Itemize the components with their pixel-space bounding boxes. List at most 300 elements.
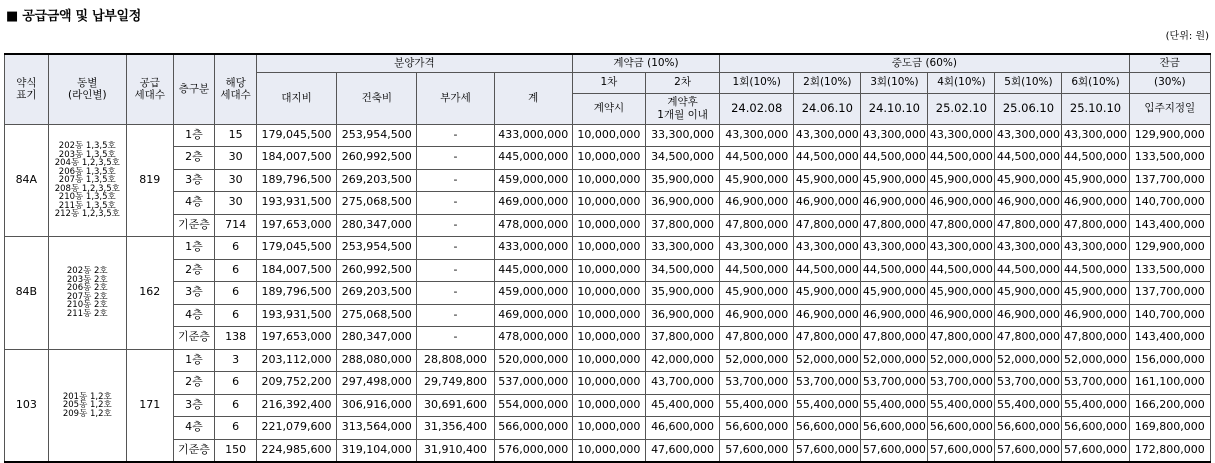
table-cell: 1층 bbox=[173, 237, 215, 260]
header-price: 분양가격 bbox=[256, 54, 572, 72]
dong-cell bbox=[48, 124, 126, 237]
table-cell: 6 bbox=[215, 259, 257, 282]
table-row bbox=[5, 349, 1211, 372]
table-cell: 253,954,500 bbox=[337, 237, 417, 260]
table-cell: 46,900,000 bbox=[720, 192, 794, 215]
header-c2: 2차 bbox=[645, 72, 719, 93]
table-cell: 57,600,000 bbox=[1062, 439, 1129, 462]
table-cell: 52,000,000 bbox=[861, 349, 928, 372]
table-cell: 216,392,400 bbox=[256, 394, 336, 417]
table-cell: 189,796,500 bbox=[256, 282, 336, 305]
table-cell: 138 bbox=[215, 327, 257, 350]
header-building: 건축비 bbox=[337, 72, 417, 124]
table-cell: 10,000,000 bbox=[572, 124, 645, 147]
supply-cell: 162 bbox=[126, 237, 173, 350]
table-cell: 10,000,000 bbox=[572, 372, 645, 395]
table-cell: 57,600,000 bbox=[861, 439, 928, 462]
table-cell: 469,000,000 bbox=[494, 192, 572, 215]
table-cell: 445,000,000 bbox=[494, 147, 572, 170]
table-cell: 433,000,000 bbox=[494, 124, 572, 147]
type-cell: 103 bbox=[5, 349, 49, 462]
table-cell: 45,900,000 bbox=[861, 169, 928, 192]
dong-line: 211동 1,3,5호 bbox=[58, 200, 116, 211]
table-cell: 34,500,000 bbox=[645, 259, 719, 282]
table-cell: 4층 bbox=[173, 417, 215, 440]
table-cell: 52,000,000 bbox=[794, 349, 861, 372]
table-cell: 10,000,000 bbox=[572, 147, 645, 170]
table-cell: 47,800,000 bbox=[995, 327, 1062, 350]
table-cell: 169,800,000 bbox=[1129, 417, 1210, 440]
table-cell: 4층 bbox=[173, 192, 215, 215]
table-cell: 44,500,000 bbox=[995, 259, 1062, 282]
table-cell: 6 bbox=[215, 237, 257, 260]
table-row bbox=[5, 394, 1211, 417]
table-cell: 133,500,000 bbox=[1129, 147, 1210, 170]
table-cell: 193,931,500 bbox=[256, 192, 336, 215]
table-cell: 306,916,000 bbox=[337, 394, 417, 417]
table-cell: 43,300,000 bbox=[1062, 237, 1129, 260]
table-cell: 288,080,000 bbox=[337, 349, 417, 372]
table-cell: 44,500,000 bbox=[720, 259, 794, 282]
table-cell: 기준층 bbox=[173, 327, 215, 350]
header-m3: 3회(10%) bbox=[861, 72, 928, 93]
dong-line: 211동 2호 bbox=[66, 308, 108, 319]
supply-cell: 819 bbox=[126, 124, 173, 237]
table-cell: 10,000,000 bbox=[572, 259, 645, 282]
table-cell: 10,000,000 bbox=[572, 417, 645, 440]
dong-line: 207동 1,3,5호 bbox=[58, 175, 116, 185]
dong-cell bbox=[48, 349, 126, 462]
header-type: 약식 표기 bbox=[5, 54, 49, 124]
table-cell: 47,800,000 bbox=[995, 214, 1062, 237]
table-cell: 184,007,500 bbox=[256, 147, 336, 170]
table-row bbox=[5, 192, 1211, 215]
dong-line: 204동 1,2,3,5호 bbox=[54, 158, 120, 168]
price-schedule-table bbox=[4, 53, 1211, 463]
table-cell: 45,400,000 bbox=[645, 394, 719, 417]
table-cell: 43,300,000 bbox=[928, 124, 995, 147]
table-cell: 47,800,000 bbox=[861, 214, 928, 237]
table-cell: 10,000,000 bbox=[572, 282, 645, 305]
table-cell: 55,400,000 bbox=[720, 394, 794, 417]
header-total: 계 bbox=[494, 72, 572, 124]
table-body bbox=[5, 124, 1211, 462]
table-cell: - bbox=[417, 169, 494, 192]
table-cell: 3 bbox=[215, 349, 257, 372]
dong-line: 205동 1,2호 bbox=[62, 400, 112, 410]
header-m4-date: 25.02.10 bbox=[928, 93, 995, 124]
table-cell: 45,900,000 bbox=[720, 169, 794, 192]
header-supply: 공급 세대수 bbox=[126, 54, 173, 124]
dong-line: 212동 1,2,3,5호 bbox=[54, 209, 120, 219]
table-cell: 36,900,000 bbox=[645, 304, 719, 327]
header-m6: 6회(10%) bbox=[1062, 72, 1129, 93]
table-cell: 10,000,000 bbox=[572, 237, 645, 260]
table-cell: 52,000,000 bbox=[928, 349, 995, 372]
table-cell: 46,900,000 bbox=[995, 192, 1062, 215]
table-cell: 44,500,000 bbox=[1062, 147, 1129, 170]
dong-cell bbox=[48, 237, 126, 350]
table-cell: 47,800,000 bbox=[928, 327, 995, 350]
supply-cell: 171 bbox=[126, 349, 173, 462]
table-cell: 46,900,000 bbox=[928, 192, 995, 215]
table-cell: - bbox=[417, 147, 494, 170]
table-row bbox=[5, 372, 1211, 395]
table-cell: 297,498,000 bbox=[337, 372, 417, 395]
table-cell: 53,700,000 bbox=[1062, 372, 1129, 395]
table-cell: 45,900,000 bbox=[928, 169, 995, 192]
dong-line: 208동 1,2,3,5호 bbox=[54, 183, 120, 194]
table-cell: 445,000,000 bbox=[494, 259, 572, 282]
header-m5-date: 25.06.10 bbox=[995, 93, 1062, 124]
table-cell: 260,992,500 bbox=[337, 259, 417, 282]
table-cell: 33,300,000 bbox=[645, 124, 719, 147]
table-cell: 56,600,000 bbox=[995, 417, 1062, 440]
table-cell: 478,000,000 bbox=[494, 214, 572, 237]
table-cell: 156,000,000 bbox=[1129, 349, 1210, 372]
table-cell: 30 bbox=[215, 169, 257, 192]
table-cell: - bbox=[417, 327, 494, 350]
table-cell: 224,985,600 bbox=[256, 439, 336, 462]
table-cell: 46,900,000 bbox=[861, 192, 928, 215]
header-middle: 중도금 (60%) bbox=[720, 54, 1129, 72]
table-cell: 45,900,000 bbox=[794, 282, 861, 305]
table-cell: 44,500,000 bbox=[1062, 259, 1129, 282]
table-cell: 56,600,000 bbox=[1062, 417, 1129, 440]
table-cell: 43,300,000 bbox=[720, 124, 794, 147]
table-cell: 6 bbox=[215, 304, 257, 327]
table-cell: 43,300,000 bbox=[861, 237, 928, 260]
table-cell: 10,000,000 bbox=[572, 327, 645, 350]
table-cell: 43,300,000 bbox=[995, 124, 1062, 147]
dong-line: 202동 1,3,5호 bbox=[58, 141, 116, 151]
table-cell: 10,000,000 bbox=[572, 169, 645, 192]
table-row bbox=[5, 304, 1211, 327]
table-cell: 43,300,000 bbox=[928, 237, 995, 260]
table-cell: 56,600,000 bbox=[861, 417, 928, 440]
table-cell: 203,112,000 bbox=[256, 349, 336, 372]
table-cell: 6 bbox=[215, 394, 257, 417]
table-cell: 45,900,000 bbox=[928, 282, 995, 305]
table-cell: 53,700,000 bbox=[995, 372, 1062, 395]
table-cell: 179,045,500 bbox=[256, 237, 336, 260]
header-c2-when: 계약후 1개월 이내 bbox=[645, 93, 719, 124]
header-land: 대지비 bbox=[256, 72, 336, 124]
table-row bbox=[5, 147, 1211, 170]
table-cell: 6 bbox=[215, 372, 257, 395]
table-cell: 기준층 bbox=[173, 214, 215, 237]
header-c1: 1차 bbox=[572, 72, 645, 93]
table-cell: 253,954,500 bbox=[337, 124, 417, 147]
table-cell: 45,900,000 bbox=[794, 169, 861, 192]
table-cell: - bbox=[417, 192, 494, 215]
table-cell: - bbox=[417, 282, 494, 305]
table-cell: 47,800,000 bbox=[928, 214, 995, 237]
table-cell: 133,500,000 bbox=[1129, 259, 1210, 282]
table-cell: 47,800,000 bbox=[794, 214, 861, 237]
header-balance-when: 입주지정일 bbox=[1129, 93, 1210, 124]
table-cell: 52,000,000 bbox=[995, 349, 1062, 372]
table-cell: 44,500,000 bbox=[995, 147, 1062, 170]
table-cell: 45,900,000 bbox=[1062, 282, 1129, 305]
table-cell: 46,900,000 bbox=[995, 304, 1062, 327]
table-cell: 28,808,000 bbox=[417, 349, 494, 372]
table-cell: 46,600,000 bbox=[645, 417, 719, 440]
table-row bbox=[5, 124, 1211, 147]
table-cell: 143,400,000 bbox=[1129, 214, 1210, 237]
table-cell: 기준층 bbox=[173, 439, 215, 462]
table-cell: 433,000,000 bbox=[494, 237, 572, 260]
header-c1-when: 계약시 bbox=[572, 93, 645, 124]
table-cell: 209,752,200 bbox=[256, 372, 336, 395]
table-cell: 31,910,400 bbox=[417, 439, 494, 462]
header-floor: 층구분 bbox=[173, 54, 215, 124]
table-cell: 4층 bbox=[173, 304, 215, 327]
table-cell: 46,900,000 bbox=[794, 192, 861, 215]
table-cell: 45,900,000 bbox=[861, 282, 928, 305]
type-cell: 84B bbox=[5, 237, 49, 350]
table-cell: 269,203,500 bbox=[337, 282, 417, 305]
table-cell: 10,000,000 bbox=[572, 214, 645, 237]
table-cell: 3층 bbox=[173, 169, 215, 192]
header-balance-pct: (30%) bbox=[1129, 72, 1210, 93]
dong-line: 209동 1,2호 bbox=[62, 408, 112, 419]
table-cell: 45,900,000 bbox=[995, 282, 1062, 305]
table-cell: 47,800,000 bbox=[720, 327, 794, 350]
table-cell: - bbox=[417, 304, 494, 327]
header-units: 해당 세대수 bbox=[215, 54, 257, 124]
header-m1-date: 24.02.08 bbox=[720, 93, 794, 124]
table-cell: 31,356,400 bbox=[417, 417, 494, 440]
table-cell: 1층 bbox=[173, 349, 215, 372]
header-contract: 계약금 (10%) bbox=[572, 54, 719, 72]
table-cell: 57,600,000 bbox=[928, 439, 995, 462]
header-balance: 잔금 bbox=[1129, 54, 1210, 72]
dong-line: 206동 2호 bbox=[66, 283, 108, 294]
table-cell: 129,900,000 bbox=[1129, 124, 1210, 147]
table-cell: 55,400,000 bbox=[995, 394, 1062, 417]
table-cell: 53,700,000 bbox=[720, 372, 794, 395]
table-cell: 37,800,000 bbox=[645, 327, 719, 350]
table-cell: 280,347,000 bbox=[337, 214, 417, 237]
table-cell: 47,800,000 bbox=[794, 327, 861, 350]
table-cell: 56,600,000 bbox=[720, 417, 794, 440]
table-cell: 129,900,000 bbox=[1129, 237, 1210, 260]
table-row bbox=[5, 237, 1211, 260]
table-cell: 319,104,000 bbox=[337, 439, 417, 462]
table-cell: 44,500,000 bbox=[861, 147, 928, 170]
table-cell: 2층 bbox=[173, 147, 215, 170]
table-cell: 43,300,000 bbox=[1062, 124, 1129, 147]
table-cell: 184,007,500 bbox=[256, 259, 336, 282]
table-cell: 47,600,000 bbox=[645, 439, 719, 462]
table-cell: 55,400,000 bbox=[794, 394, 861, 417]
table-row bbox=[5, 327, 1211, 350]
table-row bbox=[5, 214, 1211, 237]
table-cell: 34,500,000 bbox=[645, 147, 719, 170]
table-cell: 469,000,000 bbox=[494, 304, 572, 327]
table-cell: 280,347,000 bbox=[337, 327, 417, 350]
table-cell: 520,000,000 bbox=[494, 349, 572, 372]
table-cell: 10,000,000 bbox=[572, 192, 645, 215]
table-cell: 43,300,000 bbox=[720, 237, 794, 260]
table-cell: 43,300,000 bbox=[995, 237, 1062, 260]
table-cell: 42,000,000 bbox=[645, 349, 719, 372]
table-cell: 45,900,000 bbox=[995, 169, 1062, 192]
table-cell: 52,000,000 bbox=[720, 349, 794, 372]
table-cell: 161,100,000 bbox=[1129, 372, 1210, 395]
table-cell: 46,900,000 bbox=[720, 304, 794, 327]
table-cell: 478,000,000 bbox=[494, 327, 572, 350]
table-cell: 3층 bbox=[173, 282, 215, 305]
table-cell: 193,931,500 bbox=[256, 304, 336, 327]
table-cell: 172,800,000 bbox=[1129, 439, 1210, 462]
table-cell: 43,300,000 bbox=[794, 124, 861, 147]
table-cell: - bbox=[417, 237, 494, 260]
table-cell: 10,000,000 bbox=[572, 439, 645, 462]
dong-line: 202동 2호 bbox=[66, 266, 108, 277]
table-cell: 166,200,000 bbox=[1129, 394, 1210, 417]
table-cell: 459,000,000 bbox=[494, 282, 572, 305]
table-cell: - bbox=[417, 259, 494, 282]
table-cell: 45,900,000 bbox=[720, 282, 794, 305]
table-cell: 44,500,000 bbox=[861, 259, 928, 282]
header-vat: 부가세 bbox=[417, 72, 494, 124]
table-cell: 1층 bbox=[173, 124, 215, 147]
table-row bbox=[5, 169, 1211, 192]
table-cell: 56,600,000 bbox=[794, 417, 861, 440]
header-m3-date: 24.10.10 bbox=[861, 93, 928, 124]
table-cell: 179,045,500 bbox=[256, 124, 336, 147]
dong-line: 210동 1,3,5호 bbox=[58, 192, 116, 202]
dong-line: 203동 2호 bbox=[66, 274, 108, 285]
table-cell: 43,300,000 bbox=[861, 124, 928, 147]
table-cell: 260,992,500 bbox=[337, 147, 417, 170]
table-cell: 46,900,000 bbox=[861, 304, 928, 327]
table-cell: 537,000,000 bbox=[494, 372, 572, 395]
table-cell: 137,700,000 bbox=[1129, 169, 1210, 192]
table-cell: 29,749,800 bbox=[417, 372, 494, 395]
table-cell: 714 bbox=[215, 214, 257, 237]
table-row bbox=[5, 259, 1211, 282]
header-m6-date: 25.10.10 bbox=[1062, 93, 1129, 124]
type-cell: 84A bbox=[5, 124, 49, 237]
table-cell: 143,400,000 bbox=[1129, 327, 1210, 350]
dong-line: 206동 1,3,5호 bbox=[58, 166, 116, 177]
table-cell: 43,300,000 bbox=[794, 237, 861, 260]
table-cell: 36,900,000 bbox=[645, 192, 719, 215]
table-cell: 53,700,000 bbox=[794, 372, 861, 395]
unit-note: (단위: 원) bbox=[1165, 31, 1209, 42]
table-cell: 576,000,000 bbox=[494, 439, 572, 462]
table-cell: 52,000,000 bbox=[1062, 349, 1129, 372]
table-cell: 53,700,000 bbox=[928, 372, 995, 395]
table-cell: 30 bbox=[215, 192, 257, 215]
table-cell: 140,700,000 bbox=[1129, 304, 1210, 327]
table-cell: 150 bbox=[215, 439, 257, 462]
table-cell: 57,600,000 bbox=[794, 439, 861, 462]
table-cell: 55,400,000 bbox=[1062, 394, 1129, 417]
table-cell: 137,700,000 bbox=[1129, 282, 1210, 305]
header-m1: 1회(10%) bbox=[720, 72, 794, 93]
dong-line: 210동 2호 bbox=[66, 300, 108, 311]
table-cell: 47,800,000 bbox=[861, 327, 928, 350]
table-cell: 46,900,000 bbox=[928, 304, 995, 327]
table-cell: - bbox=[417, 124, 494, 147]
table-cell: 30 bbox=[215, 147, 257, 170]
header-m2-date: 24.06.10 bbox=[794, 93, 861, 124]
table-cell: 47,800,000 bbox=[720, 214, 794, 237]
table-row bbox=[5, 417, 1211, 440]
table-cell: 275,068,500 bbox=[337, 192, 417, 215]
header-m5: 5회(10%) bbox=[995, 72, 1062, 93]
table-cell: 47,800,000 bbox=[1062, 327, 1129, 350]
table-cell: 35,900,000 bbox=[645, 282, 719, 305]
table-cell: 6 bbox=[215, 417, 257, 440]
table-cell: 53,700,000 bbox=[861, 372, 928, 395]
dong-line: 203동 1,3,5호 bbox=[58, 149, 116, 160]
table-cell: 554,000,000 bbox=[494, 394, 572, 417]
header-m4: 4회(10%) bbox=[928, 72, 995, 93]
table-cell: 30,691,600 bbox=[417, 394, 494, 417]
table-cell: 55,400,000 bbox=[861, 394, 928, 417]
header-dong: 동별 (라인별) bbox=[48, 54, 126, 124]
table-cell: 3층 bbox=[173, 394, 215, 417]
table-cell: 33,300,000 bbox=[645, 237, 719, 260]
table-cell: 44,500,000 bbox=[928, 147, 995, 170]
table-cell: 6 bbox=[215, 282, 257, 305]
table-cell: 269,203,500 bbox=[337, 169, 417, 192]
table-cell: 221,079,600 bbox=[256, 417, 336, 440]
table-cell: 45,900,000 bbox=[1062, 169, 1129, 192]
table-cell: 15 bbox=[215, 124, 257, 147]
table-cell: 44,500,000 bbox=[794, 259, 861, 282]
table-cell: 459,000,000 bbox=[494, 169, 572, 192]
table-cell: 46,900,000 bbox=[1062, 304, 1129, 327]
table-cell: 10,000,000 bbox=[572, 304, 645, 327]
header-m2: 2회(10%) bbox=[794, 72, 861, 93]
table-cell: 197,653,000 bbox=[256, 214, 336, 237]
table-cell: - bbox=[417, 214, 494, 237]
table-cell: 57,600,000 bbox=[995, 439, 1062, 462]
table-cell: 10,000,000 bbox=[572, 349, 645, 372]
table-cell: 44,500,000 bbox=[720, 147, 794, 170]
table-cell: 55,400,000 bbox=[928, 394, 995, 417]
table-cell: 57,600,000 bbox=[720, 439, 794, 462]
table-row bbox=[5, 282, 1211, 305]
table-cell: 197,653,000 bbox=[256, 327, 336, 350]
table-cell: 189,796,500 bbox=[256, 169, 336, 192]
table-cell: 140,700,000 bbox=[1129, 192, 1210, 215]
table-cell: 37,800,000 bbox=[645, 214, 719, 237]
table-cell: 275,068,500 bbox=[337, 304, 417, 327]
table-cell: 566,000,000 bbox=[494, 417, 572, 440]
table-cell: 46,900,000 bbox=[1062, 192, 1129, 215]
table-cell: 46,900,000 bbox=[794, 304, 861, 327]
page-title: ■ 공급금액 및 납부일정 bbox=[6, 9, 141, 24]
table-cell: 2층 bbox=[173, 372, 215, 395]
table-cell: 2층 bbox=[173, 259, 215, 282]
table-cell: 44,500,000 bbox=[794, 147, 861, 170]
table-cell: 44,500,000 bbox=[928, 259, 995, 282]
table-row bbox=[5, 439, 1211, 462]
table-cell: 47,800,000 bbox=[1062, 214, 1129, 237]
table-cell: 35,900,000 bbox=[645, 169, 719, 192]
dong-line: 207동 2호 bbox=[66, 291, 108, 302]
dong-line: 201동 1,2호 bbox=[62, 391, 112, 402]
table-header bbox=[5, 54, 1211, 124]
table-cell: 10,000,000 bbox=[572, 394, 645, 417]
